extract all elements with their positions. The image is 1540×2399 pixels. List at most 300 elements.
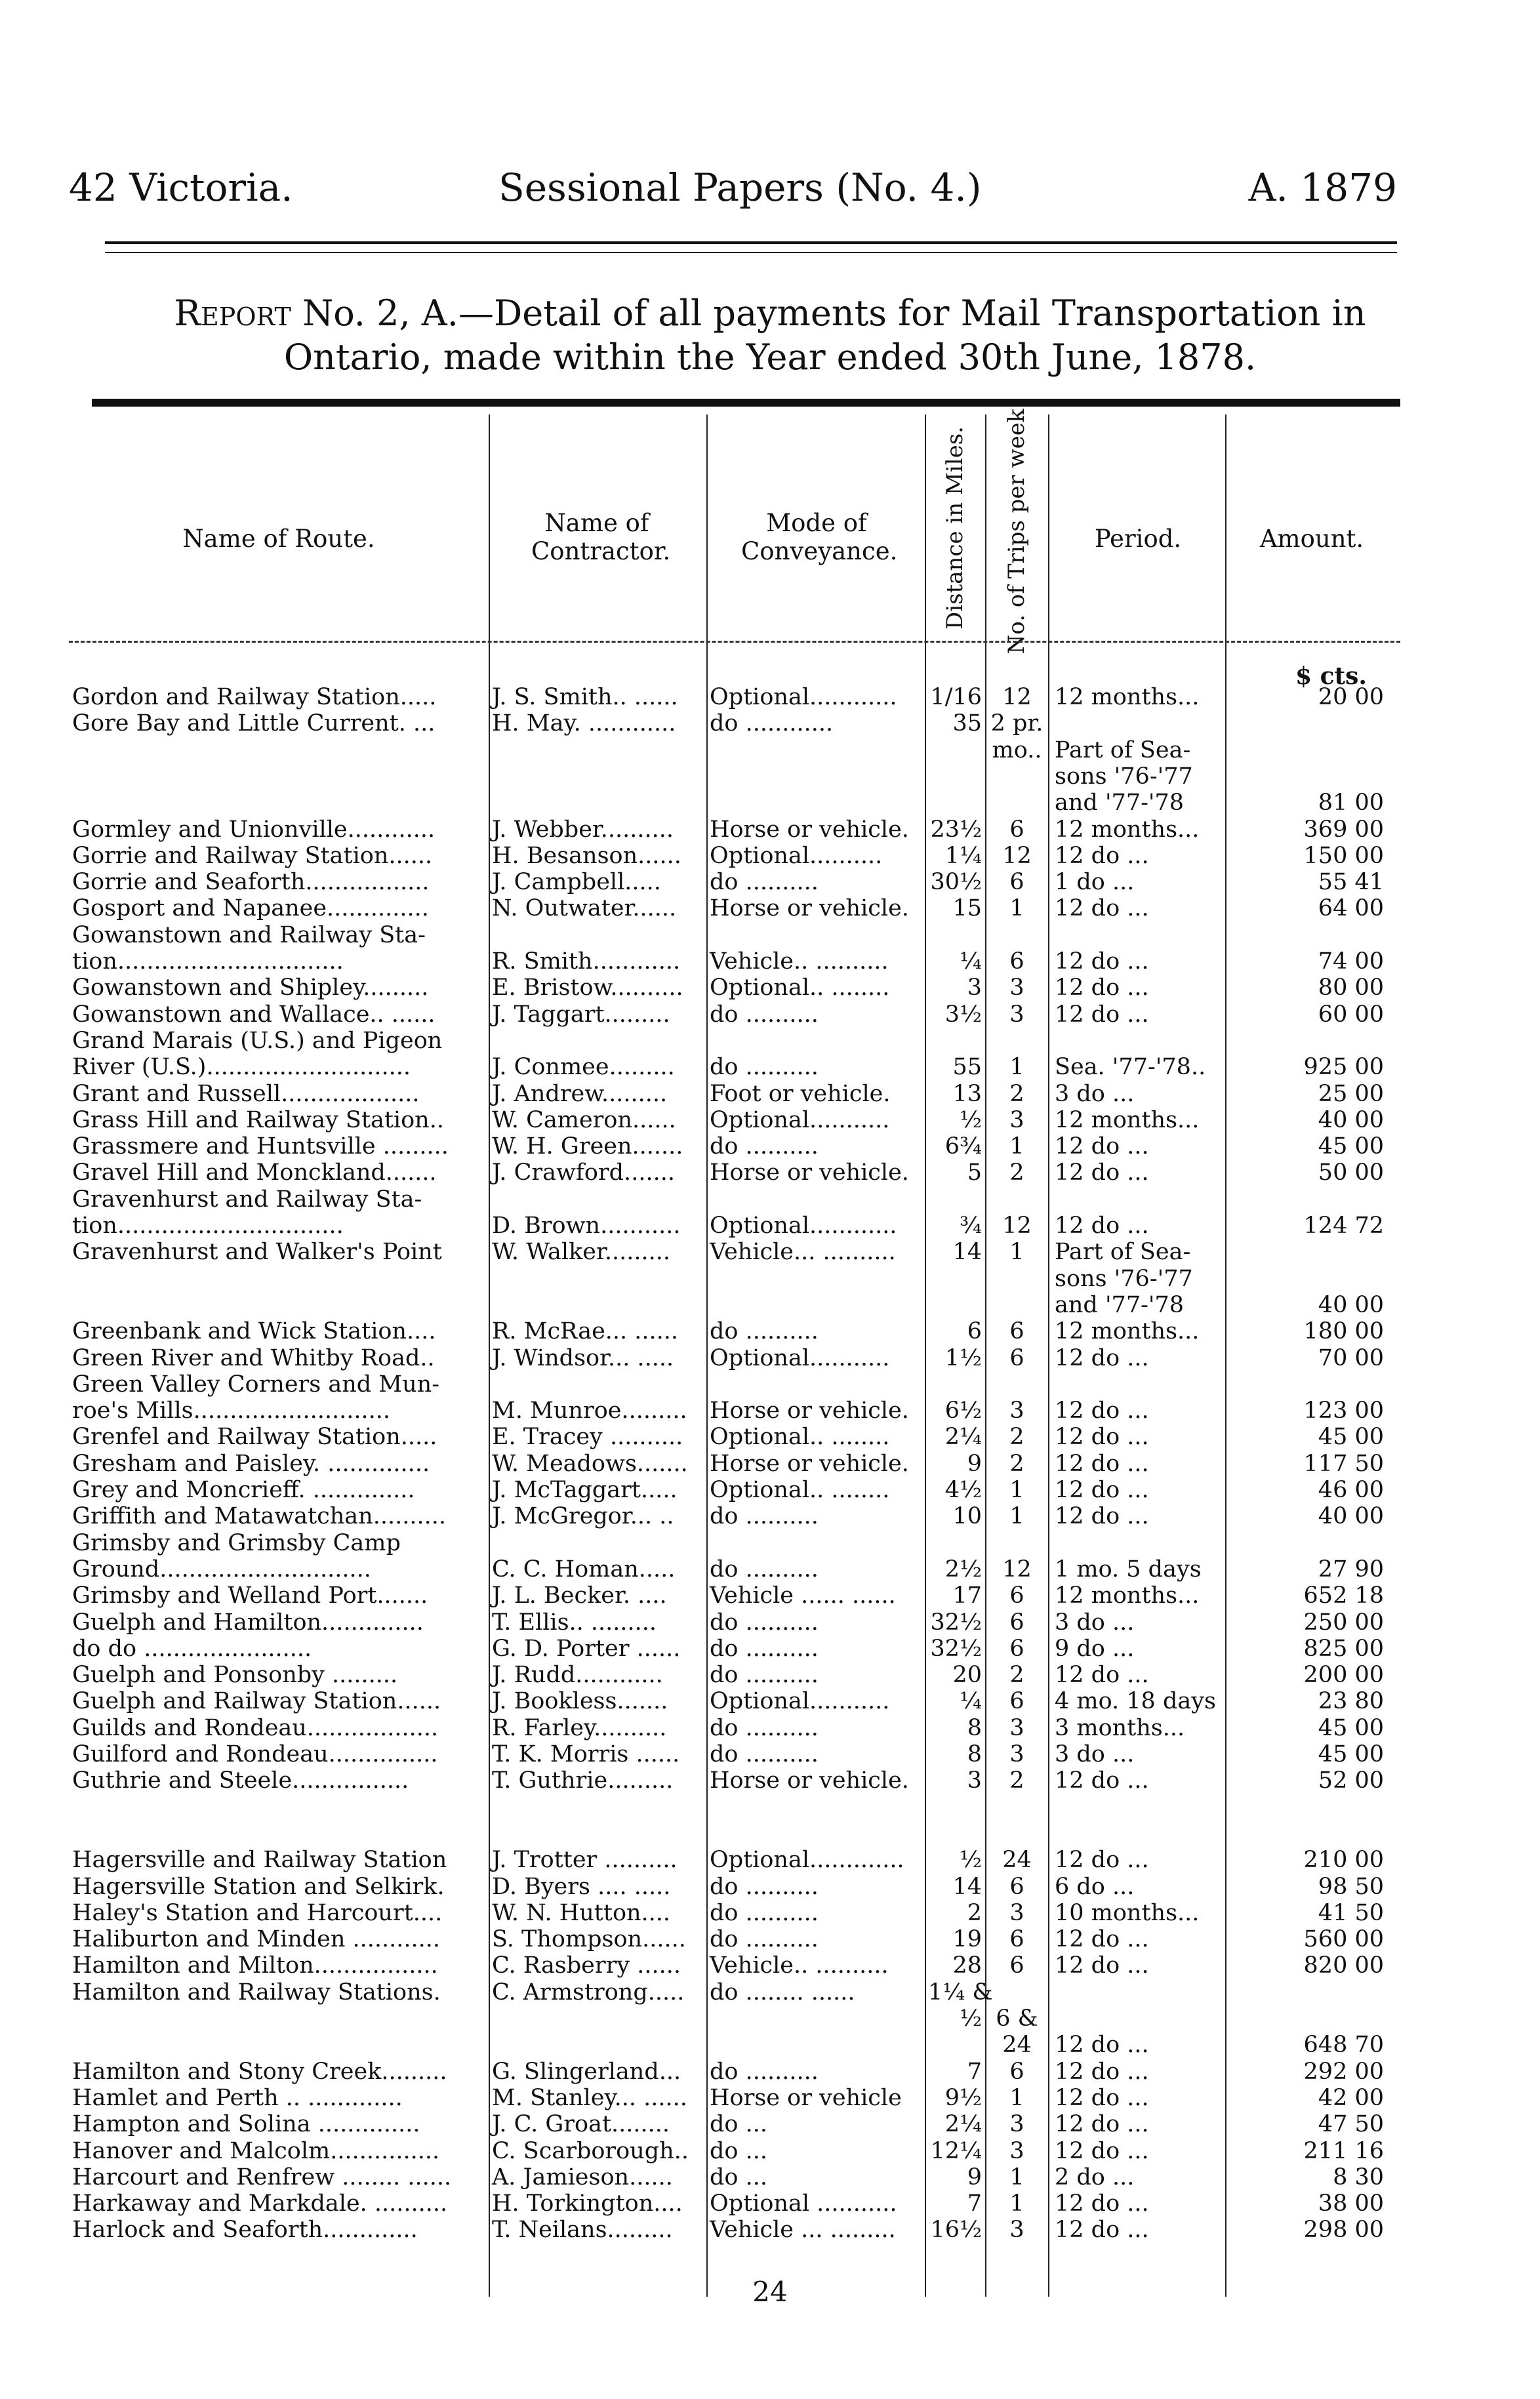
trips-cell: 6: [1009, 1609, 1024, 1636]
period-cell: sons '76-'77: [1055, 763, 1193, 790]
route-cell: Griffith and Matawatchan..........: [72, 1503, 446, 1530]
contractor-cell: J. Rudd............: [492, 1662, 663, 1689]
amount-cell: 180 00: [1303, 1318, 1384, 1345]
route-cell: Guilds and Rondeau..................: [72, 1714, 439, 1741]
amount-cell: 123 00: [1303, 1398, 1384, 1424]
amount-cell: 40 00: [1318, 1291, 1384, 1318]
mode-cell: do ..........: [710, 1503, 819, 1530]
column-header-contractor: Name of Contractor.: [531, 509, 671, 565]
route-cell: Hamilton and Railway Stations.: [72, 1979, 441, 2006]
period-cell: 12 do ...: [1055, 1001, 1149, 1028]
route-cell: Gresham and Paisley. ..............: [72, 1450, 430, 1477]
mode-cell: do ........ ......: [710, 1979, 855, 2006]
route-cell: Gowanstown and Wallace.. ......: [72, 1001, 436, 1028]
column-header-route: Name of Route.: [182, 525, 375, 553]
trips-cell: 2: [1009, 1159, 1024, 1186]
distance-cell: 23½: [930, 816, 982, 843]
distance-cell: 5: [967, 1159, 982, 1186]
period-cell: 10 months...: [1055, 1899, 1200, 1926]
mode-cell: do ..........: [710, 1741, 819, 1767]
period-cell: 12 months...: [1055, 816, 1200, 843]
distance-cell: 15: [952, 895, 982, 922]
trips-cell: 12: [1002, 684, 1032, 710]
distance-cell: 6¾: [944, 1133, 982, 1160]
trips-cell: 6: [1009, 1344, 1024, 1371]
table-row: [0, 1398, 1540, 1424]
mode-cell: do ..........: [710, 1054, 819, 1081]
amount-cell: 40 00: [1318, 1106, 1384, 1133]
table-row: [0, 1292, 1540, 1318]
trips-cell: 3: [1009, 2137, 1024, 2164]
amount-cell: 60 00: [1318, 1001, 1384, 1028]
distance-cell: 3: [967, 975, 982, 1001]
period-cell: 12 months...: [1055, 1583, 1200, 1609]
contractor-cell: J. Webber..........: [492, 816, 674, 843]
table-row: [0, 1213, 1540, 1239]
distance-cell: 7: [967, 2058, 982, 2085]
distance-cell: 55: [952, 1054, 982, 1081]
period-cell: 12 do ...: [1055, 2190, 1149, 2217]
route-cell: Hagersville and Railway Station: [72, 1847, 447, 1874]
header-volume: 42 Victoria.: [69, 165, 293, 210]
mode-cell: do ..........: [710, 2058, 819, 2085]
distance-cell: 16½: [930, 2217, 982, 2244]
trips-cell: 1: [1009, 1239, 1024, 1266]
table-row: [0, 1239, 1540, 1265]
trips-cell: 6: [1009, 1583, 1024, 1609]
distance-cell: ¼: [960, 1688, 982, 1715]
route-cell: Guelph and Ponsonby .........: [72, 1662, 398, 1689]
contractor-cell: J. Trotter ..........: [492, 1847, 678, 1874]
route-cell: Gosport and Napanee..............: [72, 895, 429, 922]
mode-cell: Vehicle ... .........: [710, 2217, 896, 2244]
route-cell: Gordon and Railway Station.....: [72, 684, 437, 710]
distance-cell: 8: [967, 1741, 982, 1767]
amount-cell: 298 00: [1303, 2217, 1384, 2244]
table-row: [0, 1688, 1540, 1714]
table-row: [0, 1371, 1540, 1398]
route-cell: Grimsby and Welland Port.......: [72, 1583, 428, 1609]
mode-cell: do ..........: [710, 1635, 819, 1662]
table-row: [0, 1266, 1540, 1292]
table-row: [0, 2138, 1540, 2164]
table-row: [0, 710, 1540, 736]
header-rule: [105, 241, 1397, 244]
route-cell: Harcourt and Renfrew ........ ......: [72, 2164, 452, 2190]
route-cell: Grassmere and Huntsville .........: [72, 1133, 449, 1160]
period-cell: 12 do ...: [1055, 895, 1149, 922]
distance-cell: 10: [952, 1503, 982, 1530]
amount-cell: 820 00: [1303, 1952, 1384, 1979]
trips-cell: 1: [1009, 895, 1024, 922]
period-cell: Part of Sea-: [1055, 1239, 1191, 1266]
mode-cell: do ..........: [710, 1318, 819, 1345]
header-year: A. 1879: [1248, 165, 1397, 210]
mode-cell: Optional............: [710, 684, 897, 710]
period-cell: 12 do ...: [1055, 1847, 1149, 1874]
mode-cell: Horse or vehicle.: [710, 816, 909, 843]
table-row: [0, 1451, 1540, 1477]
trips-cell: 6: [1009, 1688, 1024, 1715]
table-row: [0, 975, 1540, 1001]
table-row: [0, 1715, 1540, 1741]
period-cell: 12 do ...: [1055, 948, 1149, 975]
trips-cell: 6: [1009, 869, 1024, 896]
route-cell: Hamlet and Perth .. .............: [72, 2084, 403, 2111]
trips-cell: 2: [1009, 1080, 1024, 1107]
amount-units: $ cts.: [1295, 662, 1367, 690]
period-cell: 12 months...: [1055, 1106, 1200, 1133]
table-row: [0, 1874, 1540, 1900]
period-cell: 3 do ...: [1055, 1609, 1135, 1636]
contractor-cell: T. K. Morris ......: [492, 1741, 680, 1767]
period-cell: 12 do ...: [1055, 1477, 1149, 1503]
distance-cell: 6½: [944, 1398, 982, 1424]
period-cell: 12 do ...: [1055, 1133, 1149, 1160]
running-header: [69, 165, 1397, 211]
mode-cell: Vehicle.. ..........: [710, 1952, 889, 1979]
mode-cell: do ...: [710, 2137, 767, 2164]
mode-cell: Optional.. ........: [710, 975, 890, 1001]
period-cell: and '77-'78: [1055, 1291, 1185, 1318]
mode-cell: Horse or vehicle.: [710, 1159, 909, 1186]
table-row: [0, 922, 1540, 948]
distance-cell: 32½: [930, 1609, 982, 1636]
mode-cell: Optional.. ........: [710, 1424, 890, 1451]
route-cell: Gore Bay and Little Current. ...: [72, 710, 436, 737]
table-row: [0, 763, 1540, 790]
amount-cell: 98 50: [1318, 1873, 1384, 1900]
contractor-cell: W. H. Green.......: [492, 1133, 683, 1160]
mode-cell: do ..........: [710, 1714, 819, 1741]
amount-cell: 45 00: [1318, 1133, 1384, 1160]
column-header-period: Period.: [1094, 525, 1182, 553]
mode-cell: Optional............: [710, 1213, 897, 1239]
period-cell: 12 do ...: [1055, 1926, 1149, 1953]
route-cell: roe's Mills...........................: [72, 1398, 390, 1424]
contractor-cell: C. Scarborough..: [492, 2137, 689, 2164]
contractor-cell: E. Bristow..........: [492, 975, 683, 1001]
route-cell: Hamilton and Milton.................: [72, 1952, 438, 1979]
distance-cell: 9: [967, 2164, 982, 2190]
amount-cell: 200 00: [1303, 1662, 1384, 1689]
table-row: [0, 2164, 1540, 2190]
amount-cell: 52 00: [1318, 1767, 1384, 1794]
route-cell: Gravenhurst and Walker's Point: [72, 1239, 442, 1266]
distance-cell: 1/16: [930, 684, 982, 710]
period-cell: 12 do ...: [1055, 2032, 1149, 2059]
table-row: [0, 1847, 1540, 1873]
trips-cell: 6: [1009, 1635, 1024, 1662]
trips-cell: mo..: [992, 736, 1042, 763]
period-cell: 2 do ...: [1055, 2164, 1135, 2190]
amount-cell: 42 00: [1318, 2084, 1384, 2111]
period-cell: 12 do ...: [1055, 1662, 1149, 1689]
amount-cell: 40 00: [1318, 1503, 1384, 1530]
mode-cell: Vehicle... ..........: [710, 1239, 896, 1266]
table-row: [0, 1001, 1540, 1028]
amount-cell: 23 80: [1318, 1688, 1384, 1715]
amount-cell: 55 41: [1318, 869, 1384, 896]
amount-cell: 25 00: [1318, 1080, 1384, 1107]
period-cell: 12 do ...: [1055, 1213, 1149, 1239]
table-row: [0, 1741, 1540, 1767]
mode-cell: Horse or vehicle.: [710, 1767, 909, 1794]
amount-cell: 41 50: [1318, 1899, 1384, 1926]
period-cell: 12 do ...: [1055, 1952, 1149, 1979]
contractor-cell: W. Walker.........: [492, 1239, 671, 1266]
trips-cell: 24: [1002, 1847, 1032, 1874]
route-cell: Green River and Whitby Road..: [72, 1344, 435, 1371]
amount-cell: 210 00: [1303, 1847, 1384, 1874]
distance-cell: 7: [967, 2190, 982, 2217]
mode-cell: do ...: [710, 2111, 767, 2138]
trips-cell: 6: [1009, 1873, 1024, 1900]
amount-cell: 8 30: [1333, 2164, 1384, 2190]
route-cell: Grand Marais (U.S.) and Pigeon: [72, 1027, 443, 1054]
contractor-cell: C. Rasberry ......: [492, 1952, 681, 1979]
route-cell: Greenbank and Wick Station....: [72, 1318, 436, 1345]
mode-cell: do ............: [710, 710, 834, 737]
table-row: [0, 1821, 1540, 1847]
period-cell: 12 do ...: [1055, 1159, 1149, 1186]
route-cell: Gravel Hill and Monckland.......: [72, 1159, 437, 1186]
route-cell: Grenfel and Railway Station.....: [72, 1424, 437, 1451]
trips-cell: 3: [1009, 1106, 1024, 1133]
table-top-rule: [92, 399, 1400, 407]
contractor-cell: C. Armstrong.....: [492, 1979, 685, 2006]
trips-cell: 1: [1009, 2190, 1024, 2217]
contractor-cell: J. S. Smith.. ......: [492, 684, 678, 710]
trips-cell: 3: [1009, 2111, 1024, 2138]
table-row: [0, 843, 1540, 869]
distance-cell: 2: [967, 1899, 982, 1926]
table-row: [0, 869, 1540, 895]
contractor-cell: E. Tracey ..........: [492, 1424, 683, 1451]
trips-cell: 6: [1009, 948, 1024, 975]
period-cell: and '77-'78: [1055, 790, 1185, 816]
table-row: [0, 1767, 1540, 1794]
distance-cell: 14: [952, 1873, 982, 1900]
trips-cell: 24: [1002, 2032, 1032, 2059]
period-cell: 12 do ...: [1055, 1344, 1149, 1371]
amount-cell: 369 00: [1303, 816, 1384, 843]
route-cell: Guthrie and Steele................: [72, 1767, 409, 1794]
period-cell: 1 do ...: [1055, 869, 1135, 896]
distance-cell: 9½: [944, 2084, 982, 2111]
contractor-cell: J. McTaggart.....: [492, 1477, 678, 1503]
contractor-cell: H. Torkington....: [492, 2190, 683, 2217]
period-cell: Part of Sea-: [1055, 736, 1191, 763]
table-row: [0, 1662, 1540, 1688]
column-header-trips: No. of Trips per week.: [1003, 401, 1030, 655]
amount-cell: 70 00: [1318, 1344, 1384, 1371]
trips-cell: 6: [1009, 2058, 1024, 2085]
route-cell: tion...............................: [72, 948, 344, 975]
contractor-cell: M. Stanley... ......: [492, 2084, 687, 2111]
period-cell: 12 do ...: [1055, 2217, 1149, 2244]
table-row: [0, 1926, 1540, 1952]
route-cell: Haliburton and Minden ............: [72, 1926, 441, 1953]
contractor-cell: J. Andrew.........: [492, 1080, 668, 1107]
distance-cell: 1½: [944, 1344, 982, 1371]
contractor-cell: J. Campbell.....: [492, 869, 661, 896]
contractor-cell: W. Cameron......: [492, 1106, 676, 1133]
trips-cell: 6 &: [996, 2006, 1038, 2032]
period-cell: 12 do ...: [1055, 2137, 1149, 2164]
period-cell: 3 do ...: [1055, 1080, 1135, 1107]
trips-cell: 6: [1009, 1952, 1024, 1979]
column-header-distance: Distance in Miles.: [942, 426, 968, 630]
amount-cell: 47 50: [1318, 2111, 1384, 2138]
mode-cell: do ..........: [710, 1899, 819, 1926]
amount-cell: 117 50: [1303, 1450, 1384, 1477]
distance-cell: 13: [952, 1080, 982, 1107]
period-cell: 12 do ...: [1055, 2111, 1149, 2138]
distance-cell: 1¼: [944, 842, 982, 869]
distance-cell: ¼: [960, 948, 982, 975]
contractor-cell: J. L. Becker. ....: [492, 1583, 667, 1609]
period-cell: 1 mo. 5 days: [1055, 1556, 1202, 1583]
contractor-cell: J. Taggart.........: [492, 1001, 670, 1028]
amount-cell: 38 00: [1318, 2190, 1384, 2217]
route-cell: River (U.S.)............................: [72, 1054, 411, 1081]
header-rule-thin: [105, 252, 1397, 253]
trips-cell: 3: [1009, 1398, 1024, 1424]
trips-cell: 3: [1009, 1899, 1024, 1926]
period-cell: 12 do ...: [1055, 842, 1149, 869]
route-cell: do do .......................: [72, 1635, 312, 1662]
table-row: [0, 1556, 1540, 1583]
amount-cell: 64 00: [1318, 895, 1384, 922]
route-cell: Hagersville Station and Selkirk.: [72, 1873, 445, 1900]
contractor-cell: C. C. Homan.....: [492, 1556, 676, 1583]
table-row: [0, 1477, 1540, 1503]
trips-cell: 3: [1009, 1714, 1024, 1741]
table-row: [0, 2059, 1540, 2085]
route-cell: Green Valley Corners and Mun-: [72, 1371, 440, 1398]
header-sessional-papers: Sessional Papers (No. 4.): [498, 165, 982, 210]
period-cell: 12 do ...: [1055, 1503, 1149, 1530]
mode-cell: do ..........: [710, 1609, 819, 1636]
period-cell: 4 mo. 18 days: [1055, 1688, 1216, 1715]
table-row: [0, 1318, 1540, 1344]
amount-cell: 46 00: [1318, 1477, 1384, 1503]
table-row: [0, 1583, 1540, 1609]
distance-cell: 9: [967, 1450, 982, 1477]
table-row: [0, 1133, 1540, 1159]
table-row: [0, 1107, 1540, 1133]
trips-cell: 2: [1009, 1767, 1024, 1794]
period-cell: 12 do ...: [1055, 2084, 1149, 2111]
report-title: [0, 292, 1540, 335]
amount-cell: 652 18: [1303, 1583, 1384, 1609]
mode-cell: Optional...........: [710, 1688, 890, 1715]
contractor-cell: T. Neilans.........: [492, 2217, 673, 2244]
table-row: [0, 1794, 1540, 1821]
table-row: [0, 1530, 1540, 1556]
table-row: [0, 2190, 1540, 2217]
mode-cell: do ..........: [710, 1133, 819, 1160]
report-title-line1: No. 2, A.—Detail of all payments for Mail Transportation in: [302, 292, 1366, 334]
period-cell: Sea. '77-'78..: [1055, 1054, 1206, 1081]
trips-cell: 1: [1009, 1477, 1024, 1503]
contractor-cell: A. Jamieson......: [492, 2164, 673, 2190]
table-row: [0, 1900, 1540, 1926]
mode-cell: do ..........: [710, 1556, 819, 1583]
contractor-cell: M. Munroe.........: [492, 1398, 687, 1424]
contractor-cell: T. Guthrie.........: [492, 1767, 674, 1794]
route-cell: Gorrie and Seaforth.................: [72, 869, 430, 896]
period-cell: 12 do ...: [1055, 1398, 1149, 1424]
route-cell: Gowanstown and Shipley.........: [72, 975, 429, 1001]
amount-cell: 80 00: [1318, 975, 1384, 1001]
trips-cell: 1: [1009, 1133, 1024, 1160]
column-header-mode: Mode of Conveyance.: [741, 509, 898, 565]
distance-cell: 28: [952, 1952, 982, 1979]
mode-cell: Horse or vehicle.: [710, 1398, 909, 1424]
trips-cell: 1: [1009, 1054, 1024, 1081]
distance-cell: 2½: [944, 1556, 982, 1583]
contractor-cell: H. May. ............: [492, 710, 676, 737]
distance-cell: 35: [952, 710, 982, 737]
distance-cell: ½: [960, 2006, 982, 2032]
distance-cell: 2¼: [944, 1424, 982, 1451]
trips-cell: 6: [1009, 1926, 1024, 1953]
amount-cell: 292 00: [1303, 2058, 1384, 2085]
distance-cell: 32½: [930, 1635, 982, 1662]
distance-cell: 14: [952, 1239, 982, 1266]
table-row: [0, 1609, 1540, 1636]
trips-cell: 12: [1002, 1213, 1032, 1239]
contractor-cell: W. N. Hutton....: [492, 1899, 671, 1926]
report-label: Report: [174, 292, 291, 334]
contractor-cell: J. C. Groat........: [492, 2111, 670, 2138]
contractor-cell: D. Byers .... .....: [492, 1873, 671, 1900]
trips-cell: 2: [1009, 1424, 1024, 1451]
table-row: [0, 1424, 1540, 1450]
table-row: [0, 1345, 1540, 1371]
distance-cell: ¾: [960, 1213, 982, 1239]
route-cell: Hanover and Malcolm...............: [72, 2137, 440, 2164]
table-row: [0, 1503, 1540, 1529]
contractor-cell: W. Meadows.......: [492, 1450, 688, 1477]
period-cell: 12 do ...: [1055, 1767, 1149, 1794]
mode-cell: Vehicle.. ..........: [710, 948, 889, 975]
period-cell: 12 do ...: [1055, 1424, 1149, 1451]
distance-cell: 17: [952, 1583, 982, 1609]
trips-cell: 6: [1009, 1318, 1024, 1345]
table-row: [0, 790, 1540, 816]
trips-cell: 1: [1009, 2084, 1024, 2111]
distance-cell: 12¼: [930, 2137, 982, 2164]
mode-cell: Vehicle ...... ......: [710, 1583, 896, 1609]
contractor-cell: H. Besanson......: [492, 842, 681, 869]
mode-cell: Optional..........: [710, 842, 883, 869]
amount-cell: 211 16: [1303, 2137, 1384, 2164]
mode-cell: Optional ...........: [710, 2190, 897, 2217]
route-cell: Gormley and Unionville............: [72, 816, 436, 843]
period-cell: 12 do ...: [1055, 975, 1149, 1001]
table-row: [0, 737, 1540, 763]
period-cell: 12 do ...: [1055, 1450, 1149, 1477]
route-cell: Haley's Station and Harcourt....: [72, 1899, 443, 1926]
table-row: [0, 2111, 1540, 2137]
amount-cell: 250 00: [1303, 1609, 1384, 1636]
mode-cell: do ..........: [710, 869, 819, 896]
table-row: [0, 684, 1540, 710]
route-cell: Guelph and Railway Station......: [72, 1688, 441, 1715]
